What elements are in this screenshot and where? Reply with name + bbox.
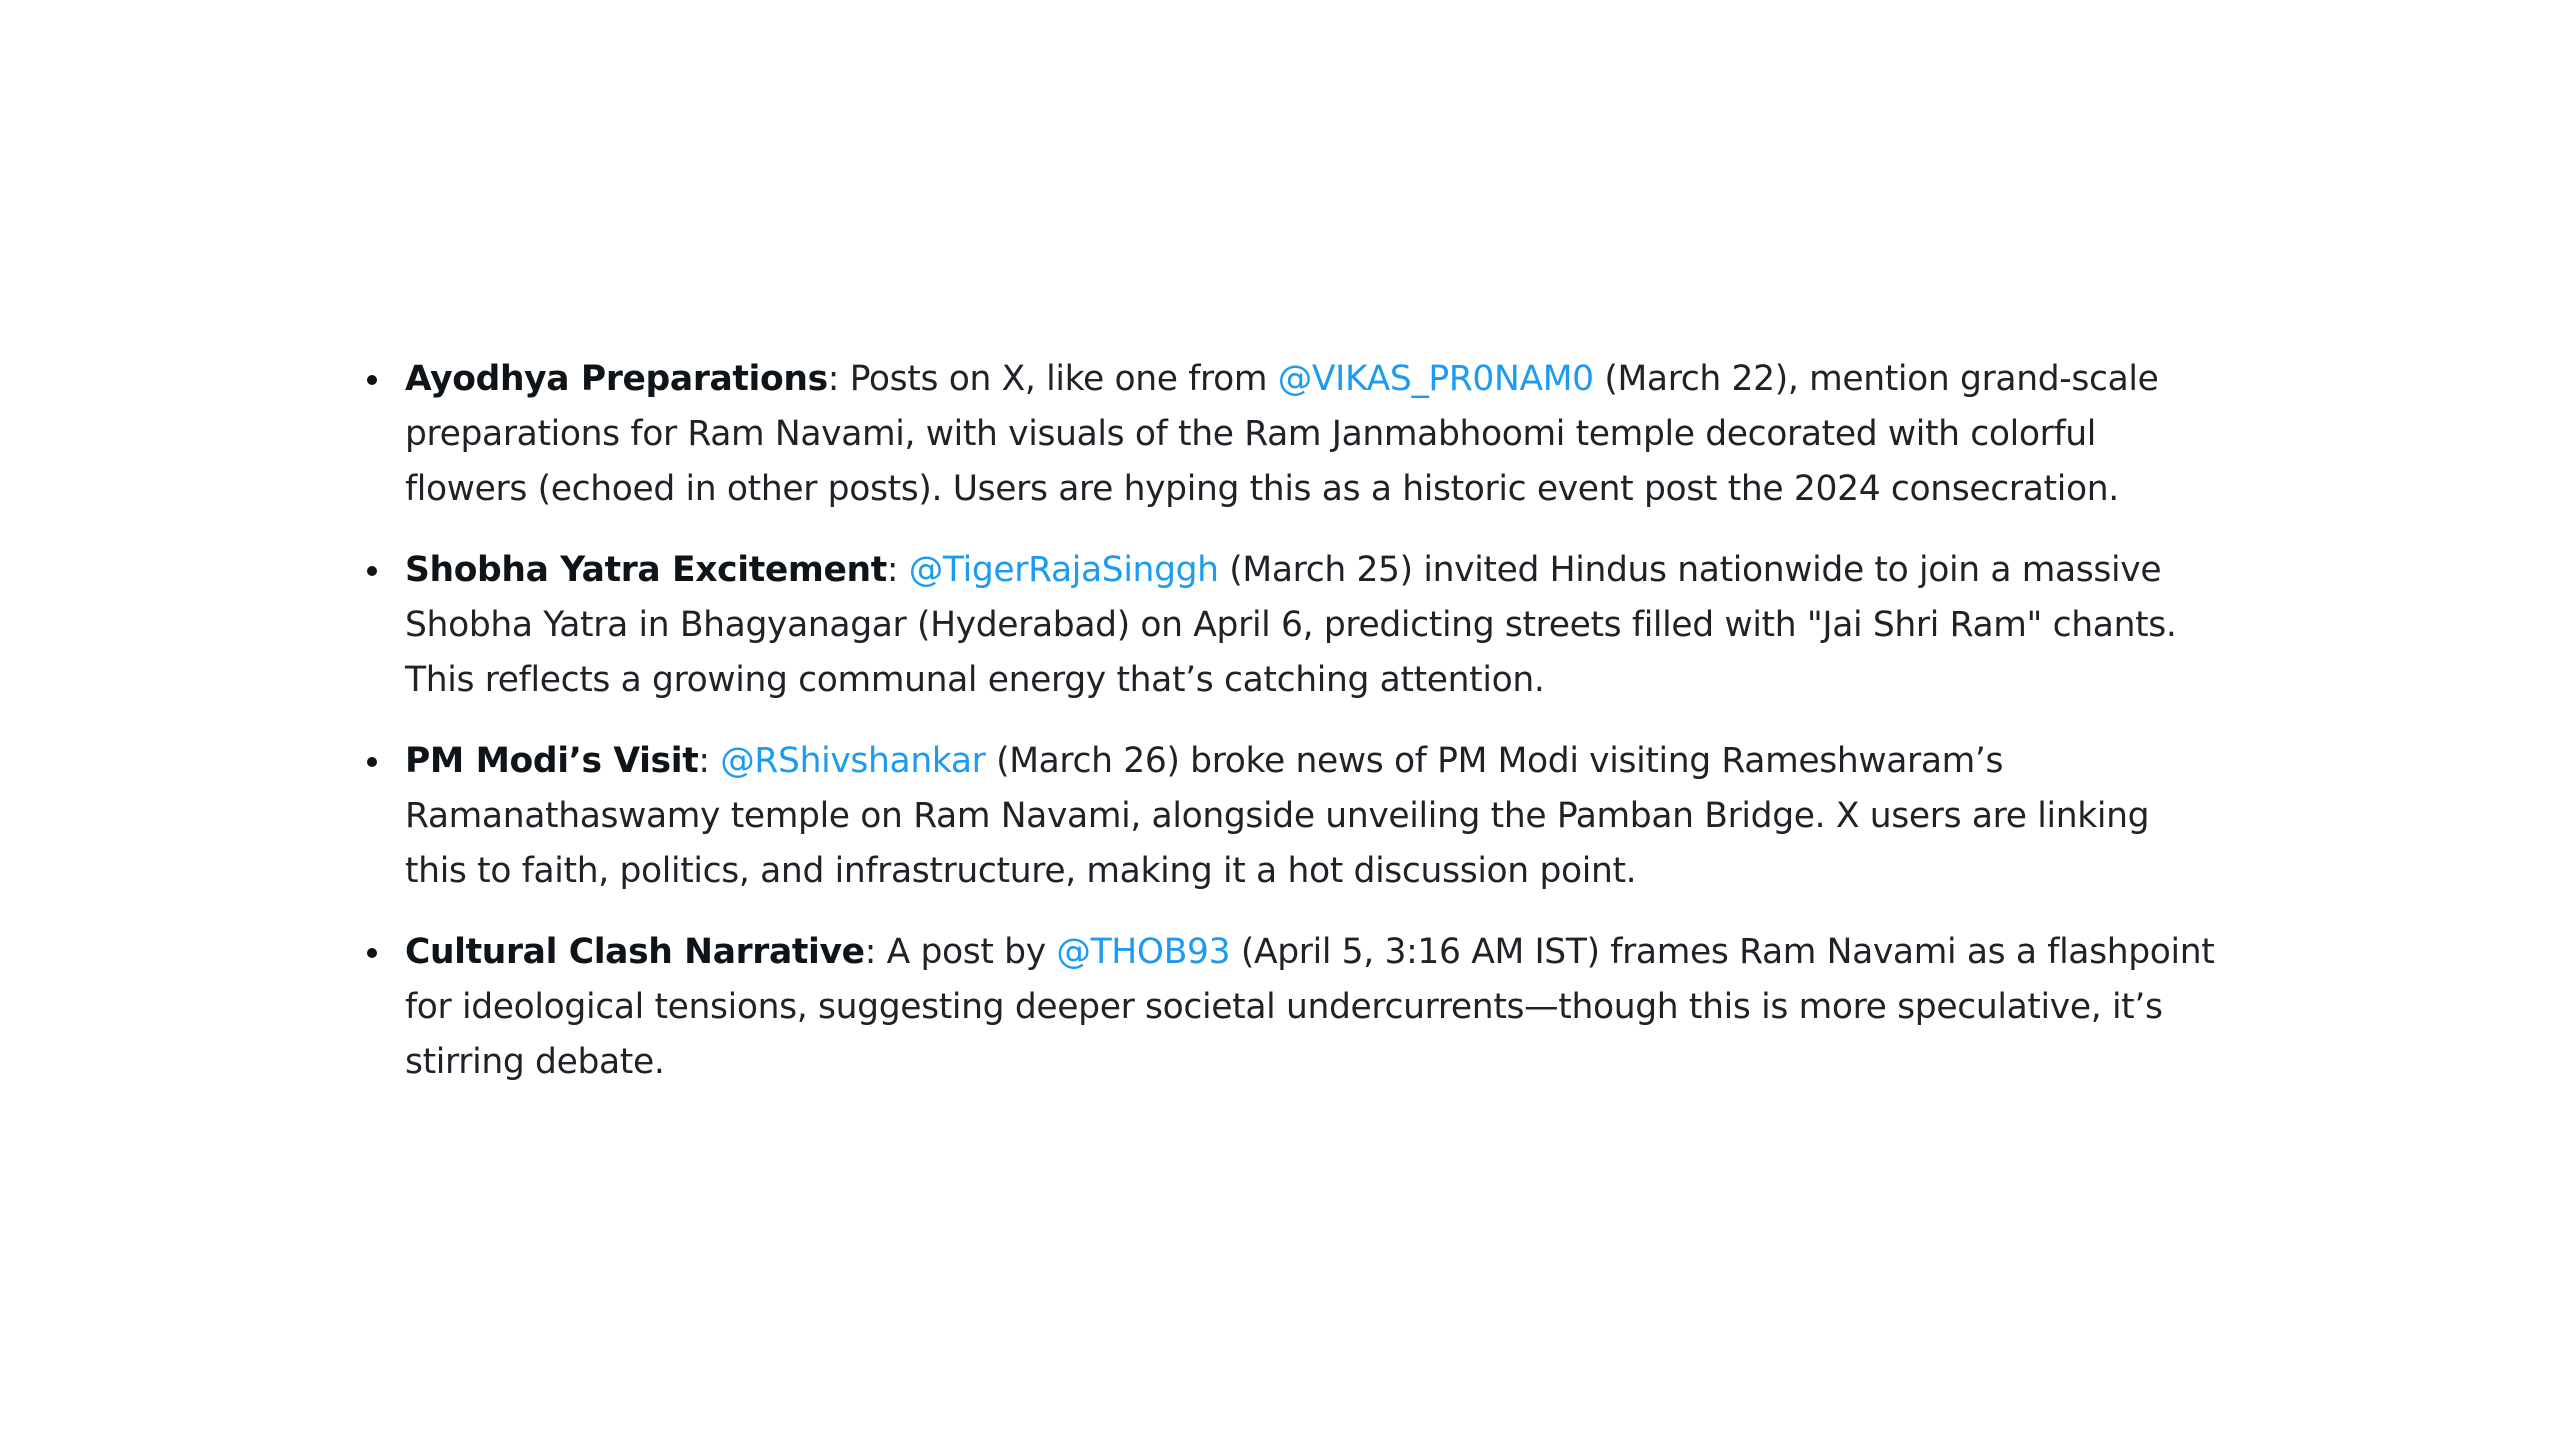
item-text-after: (March 22), mention grand-scale preparations for Ram Navami, with visuals of the Ram Janmabhoomi temple decorated with colorful flowers (echoed in other posts). Users are hyping this as a historic event post the 2024 consecration. bbox=[405, 359, 2159, 509]
user-mention-link[interactable]: @TigerRajaSinggh bbox=[908, 550, 1219, 590]
item-title: Cultural Clash Narrative bbox=[405, 932, 865, 972]
bullet-list bbox=[365, 352, 2215, 1090]
item-title: Shobha Yatra Excitement bbox=[405, 550, 887, 590]
list-item-shobha-yatra-excitement bbox=[365, 543, 2215, 708]
item-text-after: (March 26) broke news of PM Modi visiting Rameshwaram’s Ramanathaswamy temple on Ram Navami, alongside unveiling the Pamban Bridge. X users are linking this to faith, politics, and infrastructure, making it a hot discussion point. bbox=[405, 741, 2150, 891]
user-mention-link[interactable]: @VIKAS_PR0NAM0 bbox=[1277, 359, 1594, 399]
user-mention-link[interactable]: @RShivshankar bbox=[720, 741, 986, 781]
item-text-after: (April 5, 3:16 AM IST) frames Ram Navami as a flashpoint for ideological tensions, suggesting deeper societal undercurrents—though this is more speculative, it’s stirring debate. bbox=[405, 932, 2215, 1082]
title-separator: : bbox=[698, 741, 721, 781]
user-mention-link[interactable]: @THOB93 bbox=[1056, 932, 1231, 972]
title-separator: : bbox=[827, 359, 850, 399]
response-content bbox=[365, 352, 2215, 1116]
list-item-ayodhya-preparations bbox=[365, 352, 2215, 517]
item-text-before: A post by bbox=[886, 932, 1057, 972]
list-item-cultural-clash-narrative bbox=[365, 925, 2215, 1090]
bullet-icon bbox=[367, 948, 377, 958]
list-item-pm-modi-visit bbox=[365, 734, 2215, 899]
item-text-before: Posts on X, like one from bbox=[849, 359, 1278, 399]
item-title: PM Modi’s Visit bbox=[405, 741, 699, 781]
title-separator: : bbox=[886, 550, 909, 590]
title-separator: : bbox=[864, 932, 887, 972]
bullet-icon bbox=[367, 566, 377, 576]
item-text-after: (March 25) invited Hindus nationwide to join a massive Shobha Yatra in Bhagyanagar (Hyderabad) on April 6, predicting streets filled with "Jai Shri Ram" chants. This reflects a growing communal energy that’s catching attention. bbox=[405, 550, 2177, 700]
bullet-icon bbox=[367, 375, 377, 385]
item-title: Ayodhya Preparations bbox=[405, 359, 828, 399]
bullet-icon bbox=[367, 757, 377, 767]
